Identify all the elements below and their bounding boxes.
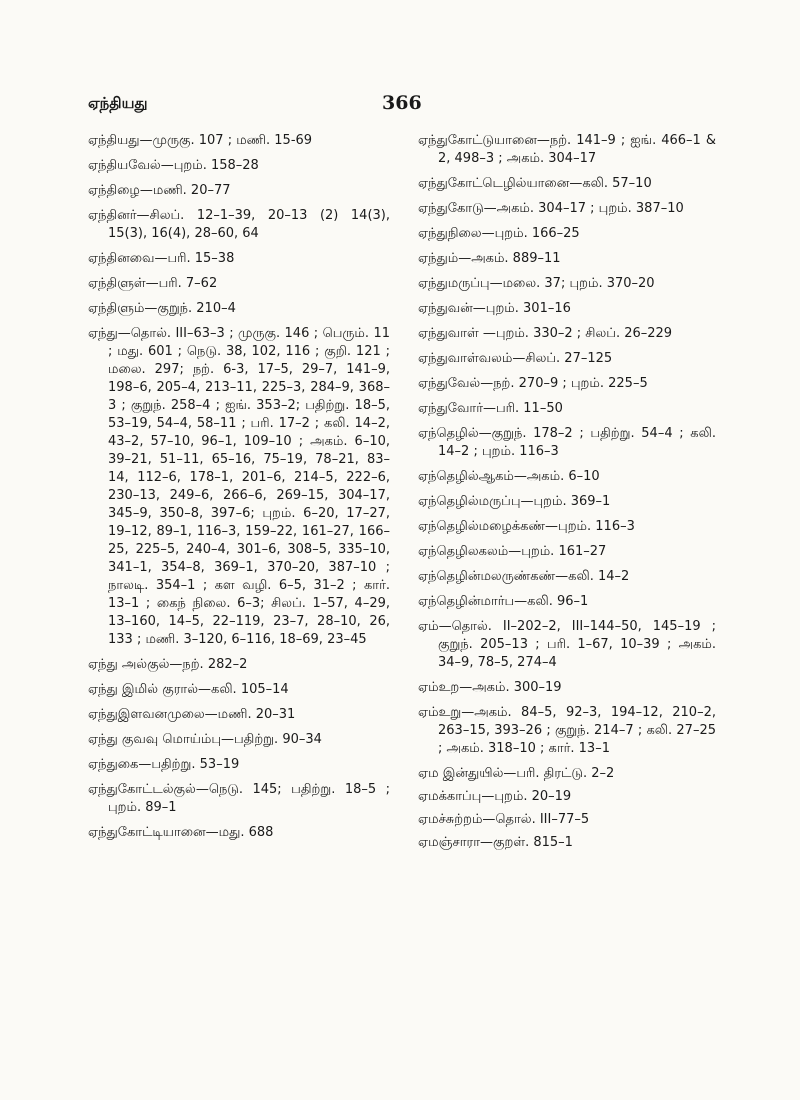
index-entry: ஏந்தியது—முருகு. 107 ; மணி. 15-69 (88, 133, 313, 148)
index-entry: ஏந்தும்—அகம். 889–11 (418, 251, 561, 266)
index-entry: ஏந்தினர்—சிலப். 12–1–39, 20–13 (2) 14(3), 15(3), 16(4), 28–60, 64 (88, 208, 390, 241)
index-entry: ஏமஞ்சாரா—குறள். 815–1 (418, 835, 573, 850)
index-entry: ஏந்து அல்குல்—நற். 282–2 (88, 657, 248, 672)
index-entry: ஏம இன்துயில்—பரி. திரட்டு. 2–2 (418, 766, 615, 781)
index-entry: ஏந்துஇளவனமுலை—மணி. 20–31 (88, 707, 296, 722)
index-entry: ஏந்துவாள் —புறம். 330–2 ; சிலப். 26–229 (418, 326, 673, 341)
index-entry: ஏந்துகை—பதிற்று. 53–19 (88, 757, 240, 772)
index-entry: ஏந்தியவேல்—புறம். 158–28 (88, 158, 259, 173)
index-entry: ஏந்துகோடு—அகம். 304–17 ; புறம். 387–10 (418, 201, 684, 216)
index-entry: ஏந்துகோட்டெழில்யானை—கலி. 57–10 (418, 176, 652, 191)
index-entry: ஏந்துகோட்டல்குல்—நெடு. 145; பதிற்று. 18–5 ; புறம். 89–1 (88, 782, 390, 815)
index-entry: ஏந்துநிலை—புறம். 166–25 (418, 226, 580, 241)
index-entry: ஏந்தினவை—பரி. 15–38 (88, 251, 235, 266)
index-entry: ஏந்துவாள்வலம்—சிலப். 27–125 (418, 351, 613, 366)
index-entry: ஏந்துகோட்டியானை—மது. 688 (88, 825, 274, 840)
index-entry: ஏந்தெழில்மழைக்கண்—புறம். 116–3 (418, 519, 635, 534)
index-entry: ஏந்து குவவு மொய்ம்பு—பதிற்று. 90–34 (88, 732, 322, 747)
index-entry: ஏந்திளுள்—பரி. 7–62 (88, 276, 218, 291)
index-entry: ஏந்துகோட்டுயானை—நற். 141–9 ; ஐங். 466–1 & 2, 498–3 ; அகம். 304–17 (418, 133, 716, 166)
index-entry: ஏந்துவன்—புறம். 301–16 (418, 301, 571, 316)
index-entry: ஏந்தெழிலகலம்—புறம். 161–27 (418, 544, 607, 559)
index-entry: ஏம்—தொல். II–202–2, III–144–50, 145–19 ; குறுந். 205–13 ; பரி. 1–67, 10–39 ; அகம். 34–9, 78–5, 274–4 (418, 619, 716, 670)
index-entry: ஏந்தெழில்—குறுந். 178–2 ; பதிற்று. 54–4 ; கலி. 14–2 ; புறம். 116–3 (418, 426, 716, 459)
index-entry: ஏந்துவேல்—நற். 270–9 ; புறம். 225–5 (418, 376, 648, 391)
index-entry: ஏந்துமருப்பு—மலை. 37; புறம். 370–20 (418, 276, 655, 291)
index-entry: ஏம்உற—அகம். 300–19 (418, 680, 562, 695)
index-entry: ஏந்தெழின்மார்ப—கலி. 96–1 (418, 594, 589, 609)
index-entry: ஏமச்சுற்றம்—தொல். III–77–5 (418, 812, 590, 827)
left-column (88, 132, 390, 849)
right-column (418, 132, 716, 857)
index-entry: ஏந்து—தொல். III–63–3 ; முருகு. 146 ; பெரும். 11 ; மது. 601 ; நெடு. 38, 102, 116 ; குறி. 121 ; மலை. 297; நற். 6-3, 17–5, 29–7, 141–9, 198–6, 205–4, 213–11, 225–3, 284–9, 368–3 ; குறுந். 258–4 ; ஐங். 353–2; பதிற்று. 18–5, 53–19, 54–4, 58–11 ; பரி. 17–2 ; கலி. 14–2, 43–2, 57–10, 96–1, 109–10 ; அகம். 6–10, 39–21, 51–11, 65–16, 75–19, 78–21, 83–14, 112–6, 178–1, 201–6, 214–5, 222–6, 230–13, 249–6, 266–6, 269–15, 304–17, 345–9, 350–8, 397–6; புறம். 6–20, 17–27, 19–12, 89–1, 116–3, 159–22, 161–27, 166–25, 225–5, 240–4, 301–6, 308–5, 335–10, 341–1, 354–8, 369–1, 370–20, 387–10 ; நாலடி. 354–1 ; கள வழி. 6–5, 31–2 ; கார். 13–1 ; கைந் நிலை. 6–3; சிலப். 1–57, 4–29, 13–160, 14–5, 22–119, 23–7, 28–10, 26, 133 ; மணி. 3–120, 6–116, 18–69, 23–45 (88, 326, 390, 647)
index-entry: ஏந்தெழில்ஆகம்—அகம். 6–10 (418, 469, 600, 484)
running-head: ஏந்தியது (88, 94, 148, 112)
index-entry: ஏந்து இமில் குரால்—கலி. 105–14 (88, 682, 289, 697)
index-entry: ஏந்திழை—மணி. 20–77 (88, 183, 231, 198)
index-entry: ஏந்துவோர்—பரி. 11–50 (418, 401, 563, 416)
index-entry: ஏந்திளும்—குறுந். 210–4 (88, 301, 236, 316)
index-entry: ஏமக்காப்பு—புறம். 20–19 (418, 789, 572, 804)
index-entry: ஏம்உறு—அகம். 84–5, 92–3, 194–12, 210–2, 263–15, 393–26 ; குறுந். 214–7 ; கலி. 27–25 ; அகம். 318–10 ; கார். 13–1 (418, 705, 716, 756)
index-entry: ஏந்தெழில்மருப்பு—புறம். 369–1 (418, 494, 611, 509)
index-entry: ஏந்தெழின்மலருண்கண்—கலி. 14–2 (418, 569, 630, 584)
page-number: 366 (382, 92, 422, 114)
